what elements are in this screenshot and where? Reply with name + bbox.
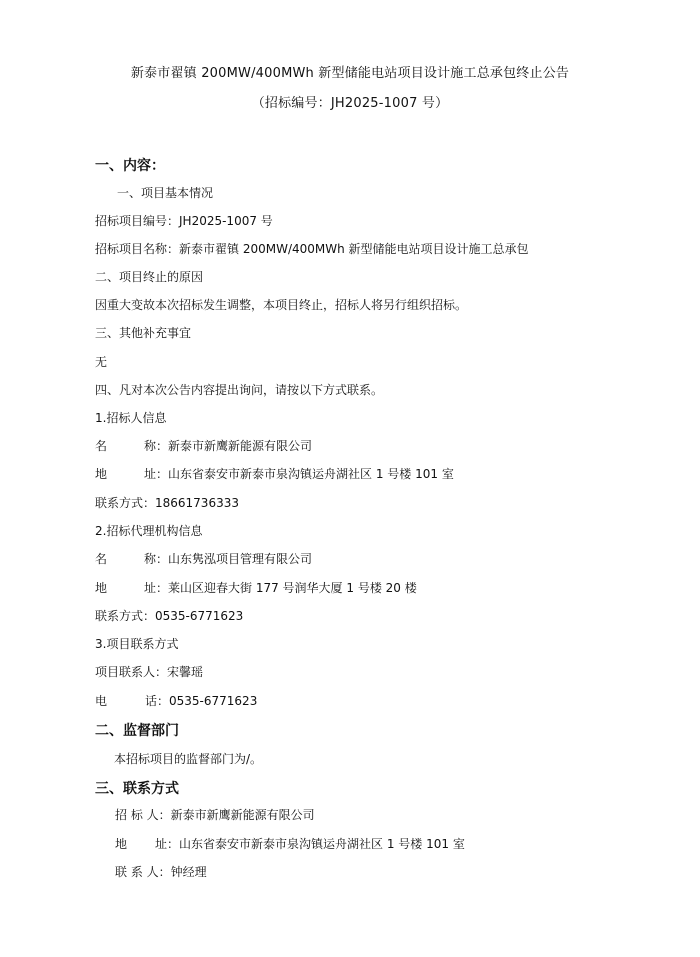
name-label-1: 名: [95, 552, 108, 566]
agency-name-row: [95, 551, 312, 567]
contact-address: 山东省泰安市新泰市泉沟镇运舟湖社区 1 号楼 101 室: [179, 837, 465, 851]
tenderer-contact: 联系方式：18661736333: [95, 496, 239, 510]
address-label-2: 址：: [155, 837, 180, 851]
address-label-2: 址：: [144, 581, 169, 595]
name-label-2: 称：: [144, 439, 169, 453]
tenderer-address: 山东省泰安市新泰市泉沟镇运舟湖社区 1 号楼 101 室: [168, 467, 454, 481]
project-name: 招标项目名称：新泰市翟镇 200MW/400MWh 新型储能电站项目设计施工总承包: [95, 242, 529, 256]
contact-tenderer-row: [115, 807, 315, 823]
phone-number: 0535-6771623: [169, 694, 258, 708]
tenderer-label: 招 标 人：: [115, 808, 171, 822]
section1-item1: 一、项目基本情况: [117, 186, 214, 200]
section3-heading: 三、联系方式: [95, 781, 179, 797]
address-label-2: 址：: [144, 467, 169, 481]
tenderer-name: 新泰市新鹰新能源有限公司: [168, 439, 313, 453]
name-label-2: 称：: [144, 552, 169, 566]
document-subtitle: （招标编号：JH2025-1007 号）: [251, 96, 449, 111]
agency-address-row: [95, 580, 417, 596]
phone-label-1: 电: [95, 694, 108, 708]
other-matters: 无: [95, 355, 108, 369]
address-label-1: 地: [95, 467, 108, 481]
tenderer-address-row: [95, 466, 454, 482]
section1-item4: 四、凡对本次公告内容提出询问，请按以下方式联系。: [95, 383, 384, 397]
supervision-text: 本招标项目的监督部门为/。: [114, 752, 263, 766]
contact-person-label: 联 系 人：: [115, 865, 171, 879]
section1-item2: 二、项目终止的原因: [95, 270, 204, 284]
tenderer-name-row: [95, 438, 312, 454]
phone-row: [95, 693, 257, 709]
address-label-1: 地: [95, 581, 108, 595]
agency-name: 山东隽泓项目管理有限公司: [168, 552, 313, 566]
contact-person: 钟经理: [170, 865, 207, 879]
project-contact-heading: 3.项目联系方式: [95, 637, 179, 651]
phone-label-2: 话：: [145, 694, 170, 708]
document-title: 新泰市翟镇 200MW/400MWh 新型储能电站项目设计施工总承包终止公告: [130, 66, 570, 81]
agency-address: 莱山区迎春大街 177 号润华大厦 1 号楼 20 楼: [168, 581, 417, 595]
agency-heading: 2.招标代理机构信息: [95, 524, 203, 538]
name-label-1: 名: [95, 439, 108, 453]
contact-person-row: [115, 864, 207, 880]
project-contact-person: 项目联系人：宋馨瑶: [95, 665, 204, 679]
agency-contact: 联系方式：0535-6771623: [95, 609, 244, 623]
contact-address-row: [115, 836, 465, 852]
termination-reason: 因重大变故本次招标发生调整，本项目终止，招标人将另行组织招标。: [95, 298, 468, 312]
section1-item3: 三、其他补充事宜: [95, 326, 192, 340]
project-number: 招标项目编号：JH2025-1007 号: [95, 214, 273, 228]
tenderer-heading: 1.招标人信息: [95, 411, 167, 425]
section2-heading: 二、监督部门: [95, 723, 179, 739]
section1-heading: 一、内容：: [95, 158, 165, 174]
contact-tenderer: 新泰市新鹰新能源有限公司: [170, 808, 315, 822]
address-label-1: 地: [115, 837, 128, 851]
